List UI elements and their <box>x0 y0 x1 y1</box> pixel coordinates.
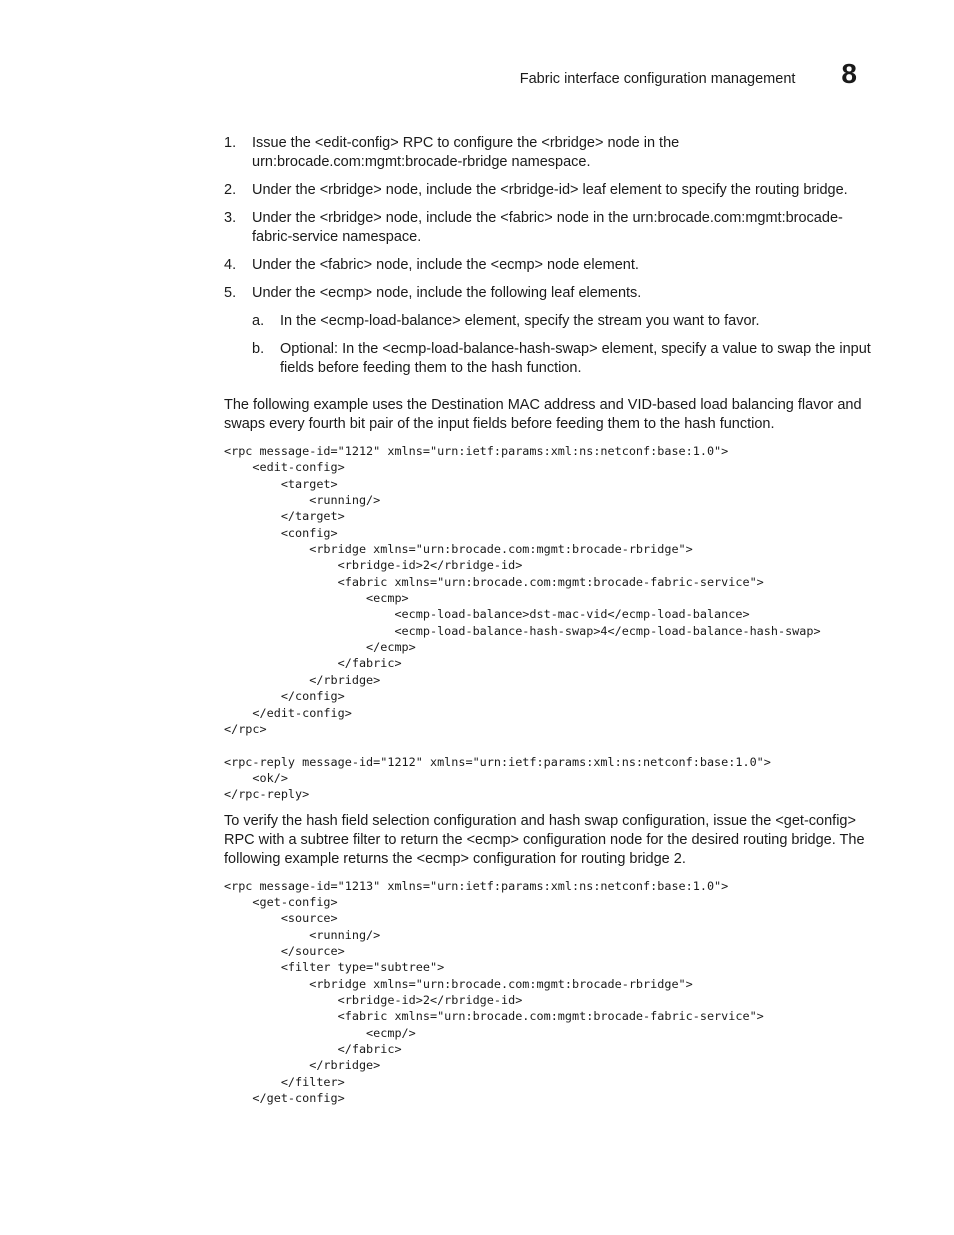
step-1 <box>224 134 872 172</box>
substep-letter: b. <box>252 341 265 357</box>
substep-b <box>252 340 872 378</box>
page-content <box>224 134 872 1115</box>
get-config-code-example: <rpc message-id="1213" xmlns="urn:ietf:params:xml:ns:netconf:base:1.0"> <get-config> <source> <running/> </source> <filter type="subtree"> <rbridge xmlns="urn:brocade.com:mgmt:brocade-rbridge"> <rbridge-id>2</rbridge-id> <fabric xmlns="urn:brocade.com:mgmt:brocade-fabric-service"> <ecmp/> </fabric> </rbridge> </filter> </get-config> <box>224 878 764 1106</box>
step-number: 2. <box>224 182 237 198</box>
step-text: Issue the <edit-config> RPC to configure the <rbridge> node in the urn:brocade.com:mgmt:brocade-rbridge namespace. <box>252 135 680 170</box>
step-4 <box>224 256 872 275</box>
step-3 <box>224 209 872 247</box>
edit-config-code-example: <rpc message-id="1212" xmlns="urn:ietf:params:xml:ns:netconf:base:1.0"> <edit-config> <target> <running/> </target> <config> <rbridge xmlns="urn:brocade.com:mgmt:brocade-rbridge"> <rbridge-id>2</rbridge-id> <fabric xmlns="urn:brocade.com:mgmt:brocade-fabric-service"> <ecmp> <ecmp-load-balance>dst-mac-vid</ecmp-load-balance> <ecmp-load-balance-hash-swap>4</ecmp-load-balance-hash-swap> </ecmp> </fabric> </rbridge> </config> </edit-config> </rpc> <rpc-reply message-id="1212" xmlns="urn:ietf:params:xml:ns:netconf:base:1.0"> <ok/> </rpc-reply> <box>224 444 821 802</box>
step-text: Under the <fabric> node, include the <ecmp> node element. <box>252 257 639 273</box>
substep-text: In the <ecmp-load-balance> element, specify the stream you want to favor. <box>280 313 760 329</box>
page-header <box>520 58 857 90</box>
step-text: Under the <ecmp> node, include the following leaf elements. <box>252 285 642 301</box>
procedure-steps <box>224 134 872 387</box>
step-number: 5. <box>224 285 237 301</box>
step-2 <box>224 181 872 200</box>
substep-text: Optional: In the <ecmp-load-balance-hash-swap> element, specify a value to swap the input fields before feeding them to the hash function. <box>280 341 871 376</box>
step-number: 4. <box>224 257 237 273</box>
step-number: 3. <box>224 210 237 226</box>
section-title: Fabric interface configuration management <box>519 71 796 87</box>
substep-letter: a. <box>252 313 265 329</box>
step-body <box>252 284 872 387</box>
step-text: Under the <rbridge> node, include the <rbridge-id> leaf element to specify the routing bridge. <box>252 182 848 198</box>
step-5 <box>224 284 872 387</box>
substep-a <box>252 312 872 331</box>
step-text: Under the <rbridge> node, include the <fabric> node in the urn:brocade.com:mgmt:brocade-fabric-service namespace. <box>252 210 843 245</box>
verify-paragraph: To verify the hash field selection configuration and hash swap configuration, issue the <get-config> RPC with a subtree filter to return the <ecmp> configuration node for the desired routing bridge. The following example returns the <ecmp> configuration for routing bridge 2. <box>224 812 865 867</box>
chapter-number: 8 <box>841 58 857 89</box>
substeps <box>252 312 872 378</box>
step-number: 1. <box>224 135 237 151</box>
example-intro-paragraph: The following example uses the Destination MAC address and VID-based load balancing flavor and swaps every fourth bit pair of the input fields before feeding them to the hash function. <box>224 397 862 432</box>
